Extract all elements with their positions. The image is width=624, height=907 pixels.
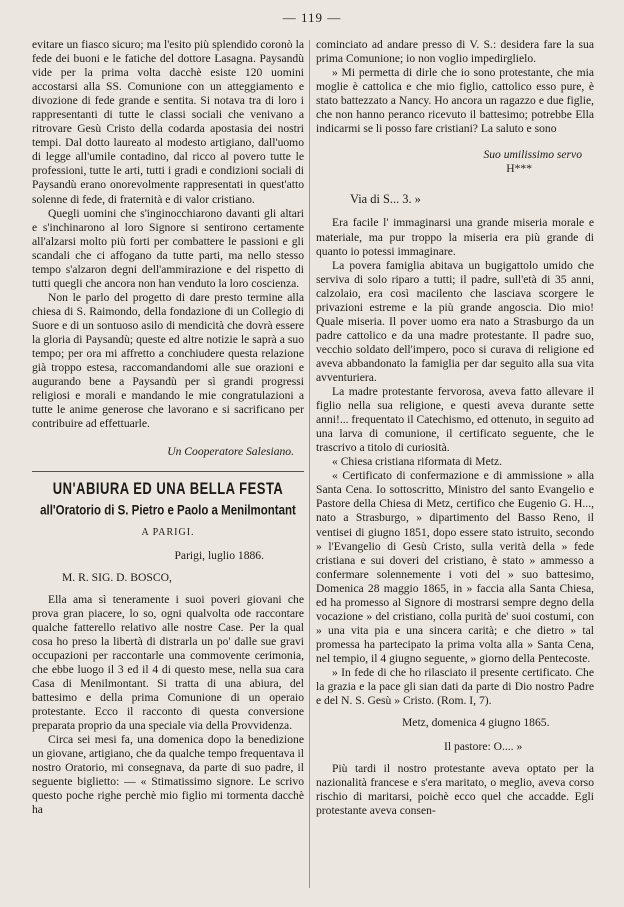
paragraph: Quegli uomini che s'inginocchiarono davanti gli altari e s'inchinarono al loro Signore si sentirono certamente all'alzarsi molto più forti per combattere le passioni e gli scandali che ci affogano da tutte parti, ma nello stesso tempo s'alzaron degni dell'ammirazione e del rispetto di tutti quegli che ancora non han venduto la loro coscienza. [32,206,304,290]
letter-address: Via di S... 3. » [350,192,421,207]
paragraph: » Mi permetta di dirle che io sono protestante, che mia moglie è cattolica e che mio figlio, cattolico esso pure, è stato battezzato a Nancy. Ho ancora un ragazzo e due figlie, che non hanno peranco ricevuto il battesimo; potrebbe Ella indicarmi se li posso fare cristiani? La saluto e sono [316,66,594,136]
page-number: — 119 — [282,10,342,25]
letter-signature: Suo umilissimo servo [483,148,582,162]
paragraph: evitare un fiasco sicuro; ma l'esito più splendido coronò la fede dei buoni e le fatiche del dottore Lasagna. Paysandù vide per la prima volta dacchè esiste 120 uomini accostarsi alla SS. Comunione con un atteggiamento e divozione di fede grande e sentita. Si notava tra di loro i rappresentanti di tutte le classi sociali che venivano a ritrovare Gesù Cristo della codarda apostasia dei nostri tempi. Dal dotto laureato al modesto artigiano, dall'uomo di legge all'umile contadino, dal ricco al povero tutte le professioni, tutte le arti, tutti i gradi e condizioni sociali di Paysandù erano onorevolmente rappresentati in quest'atto solenne di fede, di fraternità e di valor cristiano. [32,38,304,206]
paragraph: Non le parlo del progetto di dare presto termine alla chiesa di S. Raimondo, della fondazione di un Collegio di Suore e di un sontuoso asilo di mendicità che dovrà essere la gloria di Paysandù; queste ed altre notizie le saprà a suo tempo; per ora mi affretto a conchiudere questa relazione già troppo estesa, raccomandandomi alle sue orazioni e augurando bene a Paysandù per sì grandi progressi religiosi e morali e mandando le mie congratulazioni a tutte le anime generose che lavorano e si sacrificano per contribuire ad effettuarle. [32,290,304,431]
paragraph: La madre protestante fervorosa, aveva fatto allevare il figlio nella sua religione, e questi aveva durante sette anni!... frequentato il Catechismo, ed ottenuto, in seguito ad una larva di comunione, il certificato seguente, che le trascrivo a titolo di curiosità. [316,385,594,455]
right-column [316,38,594,818]
certificate-line: « Certificato di confermazione e di ammissione » alla Santa Cena. Io sottoscritto, Ministro del santo Evangelio e Pastore della Chiesa di Metz, certifico che Eugenio G. H..., nato a Strasburgo, » dipartimento del Basso Reno, il ventisei di giugno 1851, dopo essere stato istruito, secondo » l'Evangelio di Gesù Cristo, sulla verità della » fede cristiana e sui doveri del cristiano, è stato » ammesso a confermare solennemente i voti del » suo battesimo, Domenica 28 maggio 1865, in » faccia alla Santa Chiesa, ed ha promesso al Signore di mostrarsi sempre degno della vocazione » del cristiano, colla purità de' suoi costumi, con » una vita pia e una sincera carità; e che dietro » tal promessa ha partecipato la prima volta alla » Santa Cena, nel tempio, il 4 giugno seguente, » giorno della Pentecoste. [316,469,594,665]
paragraph: La povera famiglia abitava un bugigattolo umido che serviva di solo riparo a tutti; il padre, sull'età di 35 anni, calzolaio, era così macilento che lasciava scorgere le privazioni estreme e la più grande angoscia. Dio mio! Quale miseria. Il pover uomo era nato a Strasburgo da un padre cattolico e da una madre protestante. Il padre suo, vecchio soldato dell'impero, poco si curava di religione ed aveva abbandonato la famiglia per dar seguito alla sua vita avventuriera. [316,258,594,384]
article-place: A PARIGI. [141,527,195,539]
certificate-date: Metz, domenica 4 giugno 1865. [402,716,550,730]
left-column [32,38,304,817]
paragraph: Circa sei mesi fa, una domenica dopo la benedizione un giovane, artigiano, che da qualche tempo frequentava il nostro Oratorio, mi consegnava, da parte di suo padre, il seguente biglietto: — « Stimatissimo signore. Le scrivo questo poche righe perchè mio figlio mi tormenta dacchè ha [32,733,304,817]
article-title: UN'ABIURA ED UNA BELLA FESTA [52,479,284,499]
paragraph: Più tardi il nostro protestante aveva optato per la nazionalità francese e s'era maritato, o meglio, aveva corso rischio di maritarsi, poichè ecco quel che accadde. Egli protestante aveva consen- [316,762,594,818]
paragraph: cominciato ad andare presso di V. S.: desidera fare la sua prima Comunione; io non voglio impedirglielo. [316,38,594,66]
article-signature: Un Cooperatore Salesiano. [167,445,294,459]
letter-initial: H*** [506,162,532,176]
letter-salutation: M. R. SIG. D. BOSCO, [62,570,172,584]
certificate-line: « Chiesa cristiana riformata di Metz. [332,455,502,469]
certificate-line: » In fede di che ho rilasciato il presente certificato. Che la grazia e la pace gli sian dati da parte di Dio nostro Padre e del N. S. Gesù » Cristo. (Rom. I, 7). [316,665,594,708]
section-rule [32,471,304,472]
paragraph: Era facile l' immaginarsi una grande miseria morale e materiale, ma pur troppo la miseria era più grande di quanto io potessi immaginare. [316,216,594,258]
certificate-signature: Il pastore: O.... » [444,740,523,754]
column-divider [309,40,310,888]
letter-date: Parigi, luglio 1886. [174,548,264,562]
paragraph: Ella ama sì teneramente i suoi poveri giovani che prova gran piacere, lo so, ogni qualvolta ode raccontare qualche fatterello relativo alle nostre Case. Per la qual cosa ho preso la libertà di distrarla un po' dalle sue gravi occupazioni per raccontarle una commovente cerimonia, che ebbe luogo il 3 ed il 4 di questo mese, nella sua cara Casa di Menilmontant. Si tratta di una abiura, del battesimo e della prima Comunione di un operaio protestante. Ecco il racconto di questa conversione preparata proprio da una speciale via della Provvidenza. [32,592,304,733]
article-subtitle: all'Oratorio di S. Pietro e Paolo a Menilmontant [40,504,296,519]
